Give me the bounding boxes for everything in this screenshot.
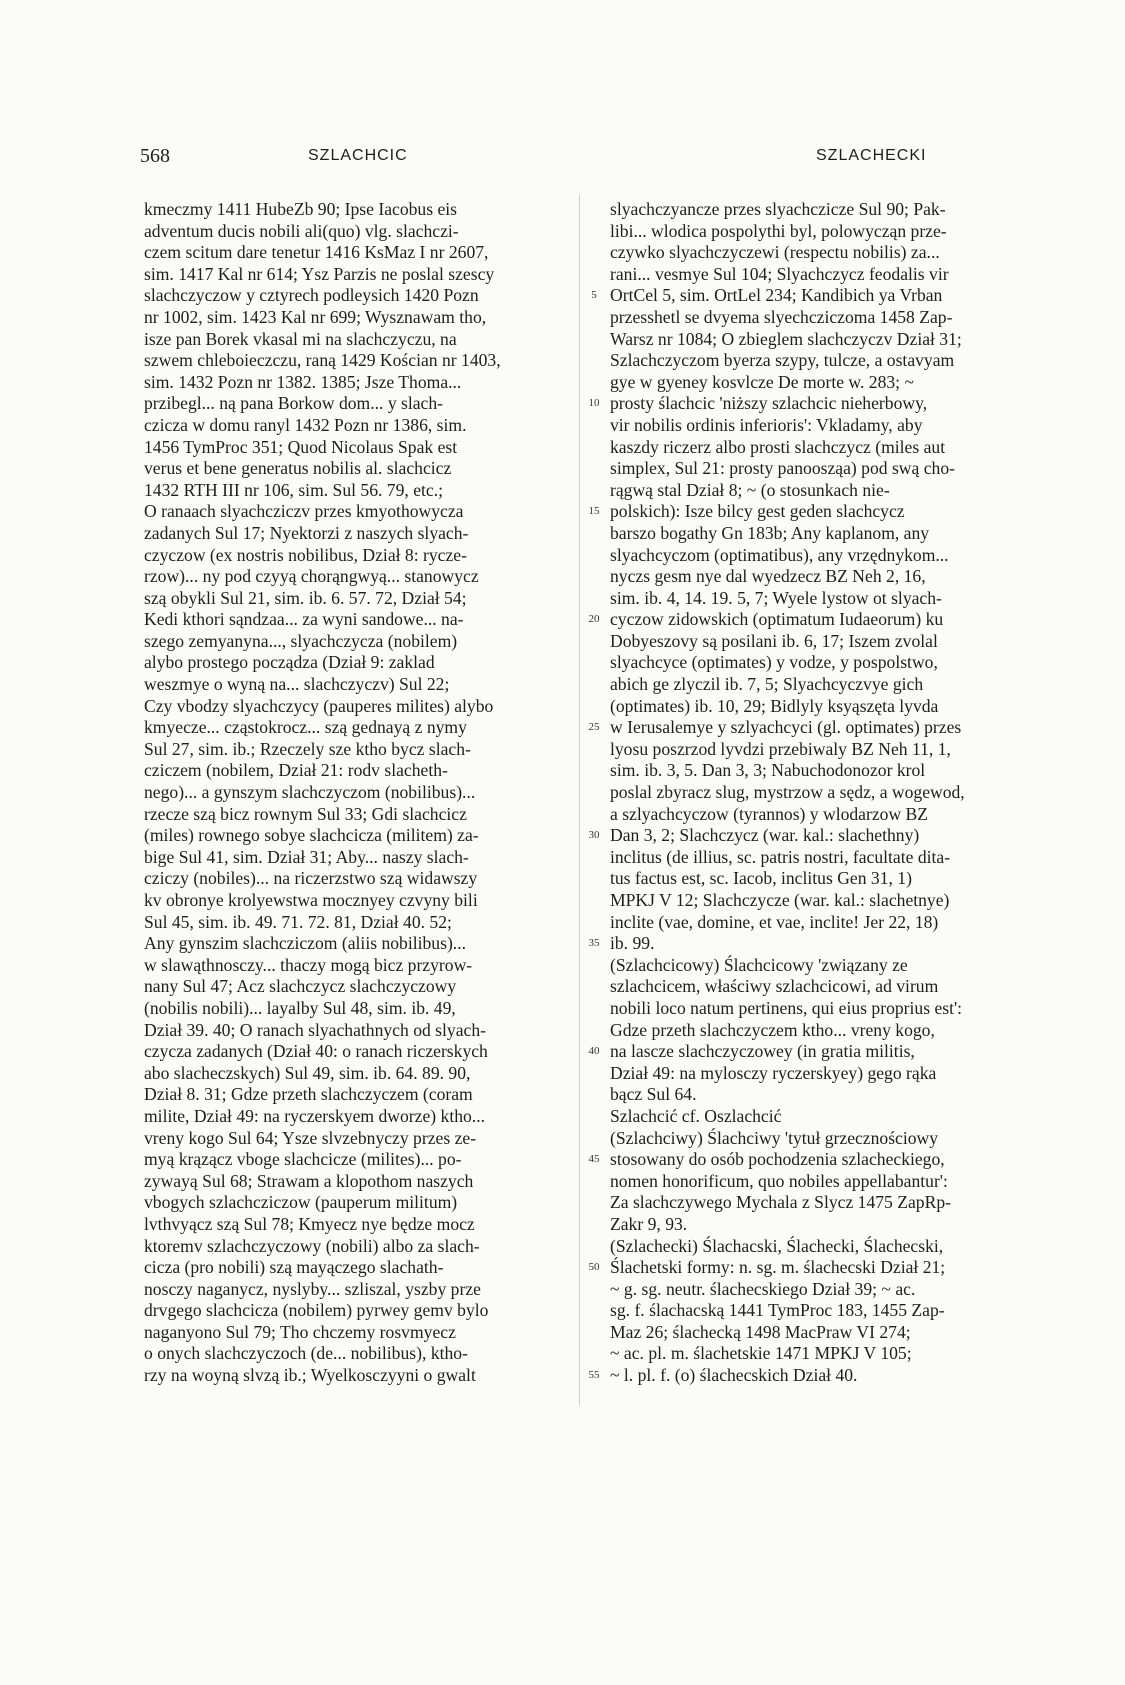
text-line: Maz 26; ślachecką 1498 MacPraw VI 274; <box>610 1321 911 1342</box>
text-line: (Szlachcicowy) Ślachcicowy 'związany ze <box>610 954 908 975</box>
text-line: bącz Sul 64. <box>610 1084 697 1105</box>
text-line: vreny kogo Sul 64; Ysze slvzebnyczy przes ze- <box>144 1127 477 1148</box>
text-line: Kedi kthori sąndzaa... za wyni sandowe... na- <box>144 609 464 630</box>
text-line: cziczy (nobiles)... na riczerzstwo szą widawszy <box>144 868 478 889</box>
text-line: Sul 27, sim. ib.; Rzeczely sze ktho bycz slach- <box>144 738 471 759</box>
text-line: w Ierusalemye y szlyachcyci (gl. optimates) przes <box>610 717 962 738</box>
text-line: Gdze przeth slachczyczem ktho... vreny kogo, <box>610 1019 935 1040</box>
text-line: kaszdy riczerz albo prosti slachczycz (miles aut <box>610 436 946 457</box>
text-line: barszo bogathy Gn 183b; Any kaplanom, any <box>610 522 930 543</box>
text-line: O ranaach slyachcziczv przes kmyothowycza <box>144 501 464 522</box>
left-running-head: SZLACHCIC <box>308 147 408 164</box>
text-line: lvthvyącz szą Sul 78; Kmyecz nye będze mocz <box>144 1213 475 1234</box>
text-line: szlachcicem, właściwy szlachcicowi, ad virum <box>610 976 939 997</box>
text-line: Dobyeszovy są posilani ib. 6, 17; Iszem zvolal <box>610 630 938 651</box>
text-line: drvgego slachcicza (nobilem) pyrwey gemv bylo <box>144 1300 489 1321</box>
text-line: abich ge zlyczil ib. 7, 5; Slyachcyczvye gich <box>610 674 924 695</box>
text-line: przibegl... ną pana Borkow dom... y slach- <box>144 393 444 414</box>
line-number: 20 <box>588 613 600 626</box>
text-line: nomen honorificum, quo nobiles appellabantur': <box>610 1170 948 1191</box>
text-line: sim. 1417 Kal nr 614; Ysz Parzis ne poslal szescy <box>144 263 495 284</box>
text-line: Szlachczyczom byerza szypy, tulcze, a ostavyam <box>610 350 955 371</box>
text-line: ~ ac. pl. m. ślachetskie 1471 MPKJ V 105; <box>610 1343 912 1364</box>
line-number: 5 <box>591 289 597 302</box>
text-line: MPKJ V 12; Slachczycze (war. kal.: slachetnye) <box>610 890 950 910</box>
line-number: 10 <box>588 397 600 410</box>
text-line: nobili loco natum pertinens, qui eius proprius est': <box>610 997 963 1018</box>
text-line: Szlachcić cf. Oszlachcić <box>610 1105 782 1126</box>
text-line: lyosu poszrzod lyvdzi przebiwaly BZ Neh 11, 1, <box>610 738 951 759</box>
text-line: sim. ib. 3, 5. Dan 3, 3; Nabuchodonozor krol <box>610 760 926 781</box>
text-line: milite, Dział 49: na ryczerskyem dworze) ktho... <box>144 1105 486 1126</box>
text-line: sg. f. ślachacską 1441 TymProc 183, 1455 Zap- <box>610 1300 945 1321</box>
text-line: cziczem (nobilem, Dział 21: rodv slacheth- <box>144 760 448 781</box>
text-line: abo slacheczskych) Sul 49, sim. ib. 64. 89. 90, <box>144 1062 471 1083</box>
text-line: a szlyachcyczow (tyrannos) y wlodarzow BZ <box>610 803 929 824</box>
text-line: zywayą Sul 68; Strawam a klopothom naszych <box>144 1170 474 1191</box>
text-line: polskich): Isze bilcy gest geden slachcycz <box>610 501 905 522</box>
text-line: szą obykli Sul 21, sim. ib. 6. 57. 72, Dział 54; <box>144 587 467 608</box>
column-divider <box>579 195 580 1405</box>
text-line: Warsz nr 1084; O zbieglem slachczyczv Dział 31; <box>610 328 962 349</box>
text-line: 1456 TymProc 351; Quod Nicolaus Spak est <box>144 436 458 457</box>
text-line: slachczyczow y cztyrech podleysich 1420 Pozn <box>144 285 479 306</box>
text-line: szego zemyanyna..., slyachczycza (nobilem) <box>144 630 458 651</box>
text-line: gye w gyeney kosvlcze De morte w. 283; ~ <box>610 371 914 392</box>
text-line: czem scitum dare tenetur 1416 KsMaz I nr 2607, <box>144 242 489 263</box>
text-line: czyczow (ex nostris nobilibus, Dział 8: rycze- <box>144 544 467 565</box>
text-line: nany Sul 47; Acz slachczycz slachczyczowy <box>144 976 457 997</box>
text-line: przesshetl se dvyema slyechcziczoma 1458 Zap- <box>610 306 953 327</box>
text-line: kv obronye krolyewstwa mocznyey czvyny bili <box>144 890 478 910</box>
text-line: Dział 39. 40; O ranach slyachathnych od slyach- <box>144 1019 486 1040</box>
text-line: Dan 3, 2; Slachczycz (war. kal.: slachethny) <box>610 825 920 846</box>
text-line: Dział 8. 31; Gdze przeth slachczyczem (coram <box>144 1084 473 1105</box>
text-line: (Szlachciwy) Ślachciwy 'tytuł grzecznościowy <box>610 1127 939 1148</box>
text-line: 1432 RTH III nr 106, sim. Sul 56. 79, etc.; <box>144 479 443 500</box>
text-line: rzecze szą bicz rownym Sul 33; Gdi slachcicz <box>144 803 467 824</box>
text-line: kmyecze... cząstokrocz... szą gednayą z nymy <box>144 717 467 738</box>
line-number: 45 <box>588 1153 600 1166</box>
line-number: 50 <box>588 1261 600 1274</box>
text-line: rzy na woyną slvzą ib.; Wyelkosczyyni o gwalt <box>144 1365 476 1386</box>
text-line: nosczy naganycz, nyslyby... szliszal, yszby prze <box>144 1278 481 1299</box>
text-line: stosowany do osób pochodzenia szlacheckiego, <box>610 1149 945 1170</box>
text-line: czywko slyachczyczewi (respectu nobilis) za... <box>610 242 940 263</box>
text-line: libi... wlodica pospolythi byl, polowycząn prze- <box>610 220 947 241</box>
text-line: w slawąthnosczy... thaczy mogą bicz przyrow- <box>144 954 473 975</box>
text-line: cicza (pro nobili) szą mayączego slachath- <box>144 1257 444 1278</box>
text-line: tus factus est, sc. Iacob, inclitus Gen 31, 1) <box>610 868 912 889</box>
line-number: 55 <box>588 1369 600 1382</box>
text-line: ktoremv szlachczyczowy (nobili) albo za slach- <box>144 1235 480 1256</box>
text-line: OrtCel 5, sim. OrtLel 234; Kandibich ya Vrban <box>610 285 943 306</box>
page-number: 568 <box>140 145 170 167</box>
text-line: Ślachetski formy: n. sg. m. ślachecski Dział 21; <box>610 1257 946 1278</box>
text-line: inclite (vae, domine, et vae, inclite! Jer 22, 18) <box>610 911 939 932</box>
left-text-column <box>144 199 572 1387</box>
text-line: verus et bene generatus nobilis al. slachcicz <box>144 458 452 479</box>
text-line: na lascze slachczyczowey (in gratia militis, <box>610 1041 915 1062</box>
text-line: ~ l. pl. f. (o) ślachecskich Dział 40. <box>610 1365 858 1386</box>
text-line: o onych slachczyczoch (de... nobilibus), ktho- <box>144 1343 468 1364</box>
text-line: simplex, Sul 21: prosty panoosząa) pod swą cho- <box>610 458 955 479</box>
line-number: 30 <box>588 829 600 842</box>
text-line: isze pan Borek vkasal mi na slachczyczu, na <box>144 328 457 349</box>
text-line: ~ g. sg. neutr. ślachecskiego Dział 39; ~ ac. <box>610 1278 916 1299</box>
text-line: (Szlachecki) Ślachacski, Ślachecki, Ślachecski, <box>610 1235 944 1256</box>
text-line: weszmye o wyną na... slachczyczv) Sul 22; <box>144 674 450 695</box>
text-line: czicza w domu ranyl 1432 Pozn nr 1386, sim. <box>144 414 467 435</box>
text-line: alybo prostego począdza (Dział 9: zaklad <box>144 652 435 673</box>
text-line: sim. ib. 4, 14. 19. 5, 7; Wyele lystow ot slyach- <box>610 587 942 608</box>
text-line: bige Sul 41, sim. Dział 31; Aby... naszy slach- <box>144 846 469 867</box>
text-line: vir nobilis ordinis inferioris': Vkladamy, aby <box>610 414 923 435</box>
text-line: cyczow zidowskich (optimatum Iudaeorum) ku <box>610 609 944 630</box>
text-line: (miles) rownego sobye slachcicza (militem) za- <box>144 825 479 846</box>
text-line: slyachczyancze przes slyachczicze Sul 90; Pak- <box>610 199 946 219</box>
text-line: naganyono Sul 79; Tho chczemy rosvmyecz <box>144 1321 456 1342</box>
text-line: kmeczmy 1411 HubeZb 90; Ipse Iacobus eis <box>144 199 458 219</box>
text-line: inclitus (de illius, sc. patris nostri, facultate dita- <box>610 846 951 867</box>
text-line: adventum ducis nobili ali(quo) vlg. slachczi- <box>144 220 459 241</box>
text-line: slyachcyczom (optimatibus), any vrzędnykom... <box>610 544 949 565</box>
text-line: ib. 99. <box>610 933 655 954</box>
text-line: szwem chleboieczczu, raną 1429 Kościan nr 1403, <box>144 350 501 371</box>
line-number: 35 <box>588 937 600 950</box>
text-line: nyczs gesm nye dal wyedzecz BZ Neh 2, 16, <box>610 566 926 587</box>
text-line: (nobilis nobili)... layalby Sul 48, sim. ib. 49, <box>144 997 456 1018</box>
line-number: 25 <box>588 721 600 734</box>
text-line: Sul 45, sim. ib. 49. 71. 72. 81, Dział 40. 52; <box>144 911 452 932</box>
text-line: Any gynszim slachcziczom (aliis nobilibus)... <box>144 933 466 954</box>
text-line: nego)... a gynszym slachczyczom (nobilibus)... <box>144 782 476 803</box>
text-line: rągwą stal Dział 8; ~ (o stosunkach nie- <box>610 479 890 500</box>
text-line: Dział 49: na mylosczy ryczerskyey) gego rąka <box>610 1062 937 1083</box>
text-line: Czy vbodzy slyachczycy (pauperes milites) alybo <box>144 695 494 716</box>
text-line: rzow)... ny pod czyyą chorąngwyą... stanowycz <box>144 566 479 587</box>
text-line: Za slachczywego Mychala z Slycz 1475 ZapRp- <box>610 1192 951 1213</box>
text-line: Zakr 9, 93. <box>610 1213 688 1234</box>
text-line: vbogych szlachcziczow (pauperum militum) <box>144 1192 458 1213</box>
text-line: rani... vesmye Sul 104; Slyachczycz feodalis vir <box>610 263 949 284</box>
text-line: zadanych Sul 17; Nyektorzi z naszych slyach- <box>144 522 469 543</box>
text-line: myą krązącz vboge slachcicze (milites)... po- <box>144 1149 462 1170</box>
text-line: (optimates) ib. 10, 29; Bidlyly ksyąszęta lyvda <box>610 695 939 716</box>
text-line: czycza zadanych (Dział 40: o ranach riczerskych <box>144 1041 488 1062</box>
text-line: nr 1002, sim. 1423 Kal nr 699; Wysznawam tho, <box>144 306 487 327</box>
right-text-column <box>610 199 1048 1387</box>
text-line: poslal zbyracz slug, mystrzow a sędz, a wogewod, <box>610 782 965 803</box>
right-running-head: SZLACHECKI <box>816 147 927 164</box>
line-number: 15 <box>588 505 600 518</box>
text-line: sim. 1432 Pozn nr 1382. 1385; Jsze Thoma... <box>144 371 462 392</box>
text-line: prosty ślachcic 'niższy szlachcic nieherbowy, <box>610 393 928 414</box>
line-number: 40 <box>588 1045 600 1058</box>
text-line: slyachcyce (optimates) y vodze, y pospolstwo, <box>610 652 938 673</box>
